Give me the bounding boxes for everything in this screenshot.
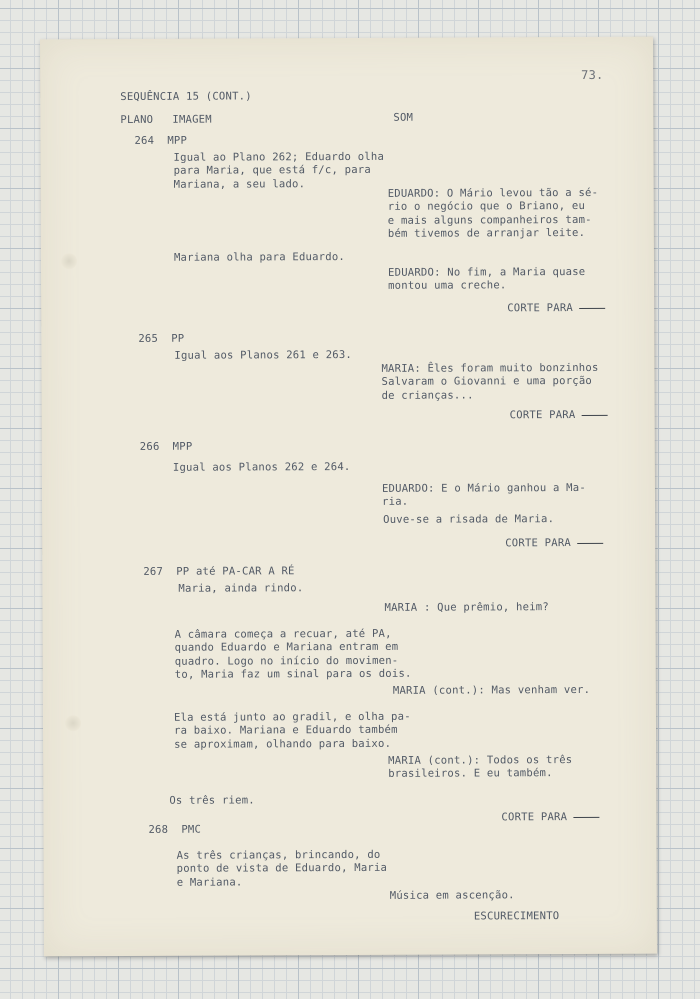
script-block: 268 PMC xyxy=(148,823,202,836)
script-block: A câmara começa a recuar, até PA, quando Eduardo e Mariana entram em quadro. Logo no início do movimen- to, Maria faz um sinal para os dois. xyxy=(174,627,412,681)
transition-dash xyxy=(577,542,603,543)
script-block: ESCURECIMENTO xyxy=(473,910,560,923)
script-block: 267 PP até PA-CAR A RÉ xyxy=(143,565,295,578)
script-block: MARIA (cont.): Mas venham ver. xyxy=(392,683,591,697)
script-block: MARIA : Que prêmio, heim? xyxy=(384,601,549,614)
transition-dash xyxy=(581,414,607,415)
script-page xyxy=(40,37,657,957)
script-block: Maria, ainda rindo. xyxy=(178,582,304,595)
column-header-som: SOM xyxy=(393,111,414,124)
script-block: 266 MPP xyxy=(139,440,193,453)
punch-hole-mark xyxy=(61,253,77,269)
script-block: MARIA (cont.): Todos os três brasileiros. E eu também. xyxy=(388,754,573,781)
transition-corte-para: CORTE PARA xyxy=(501,811,599,825)
script-block: 265 PP xyxy=(138,332,185,345)
script-block: EDUARDO: E o Mário ganhou a Ma- ria. xyxy=(381,481,586,509)
column-header-imagem: IMAGEM xyxy=(172,113,212,126)
script-block: Igual ao Plano 262; Eduardo olha para Maria, que está f/c, para Mariana, a seu lado. xyxy=(173,150,385,191)
script-block: Ela está junto ao gradil, e olha pa- ra baixo. Mariana e Eduardo também se aproximam, olhando para baixo. xyxy=(173,710,411,751)
script-block: Os três riem. xyxy=(169,794,255,807)
transition-corte-para: CORTE PARA xyxy=(510,409,608,423)
script-block: Música em ascenção. xyxy=(389,889,515,902)
transition-dash xyxy=(573,816,599,817)
script-block: Ouve-se a risada de Maria. xyxy=(383,513,555,526)
script-block: Igual aos Planos 261 e 263. xyxy=(174,348,353,362)
script-block: EDUARDO: O Mário levou tão a sé- rio o negócio que o Briano, eu e mais alguns companheiros tam- bém tivemos de arranjar leite. xyxy=(387,186,599,241)
script-block: Mariana olha para Eduardo. xyxy=(173,251,346,264)
script-block: EDUARDO: No fim, a Maria quase montou uma creche. xyxy=(387,265,586,293)
sequence-header: SEQUÊNCIA 15 (CONT.) xyxy=(120,90,252,103)
transition-corte-para: CORTE PARA xyxy=(507,302,605,316)
transition-corte-para: CORTE PARA xyxy=(505,537,603,551)
script-block: As três crianças, brincando, do ponto de vista de Eduardo, Maria e Mariana. xyxy=(176,848,388,889)
punch-hole-mark xyxy=(65,715,81,731)
script-block: 264 MPP xyxy=(134,134,188,147)
transition-dash xyxy=(579,307,605,308)
script-block: MARIA: Êles foram muito bonzinhos Salvaram o Giovanni e uma porção de crianças... xyxy=(381,361,599,402)
column-header-plano: PLANO xyxy=(120,113,154,126)
page-number: 73. xyxy=(581,67,604,82)
script-block: Igual aos Planos 262 e 264. xyxy=(172,460,351,474)
